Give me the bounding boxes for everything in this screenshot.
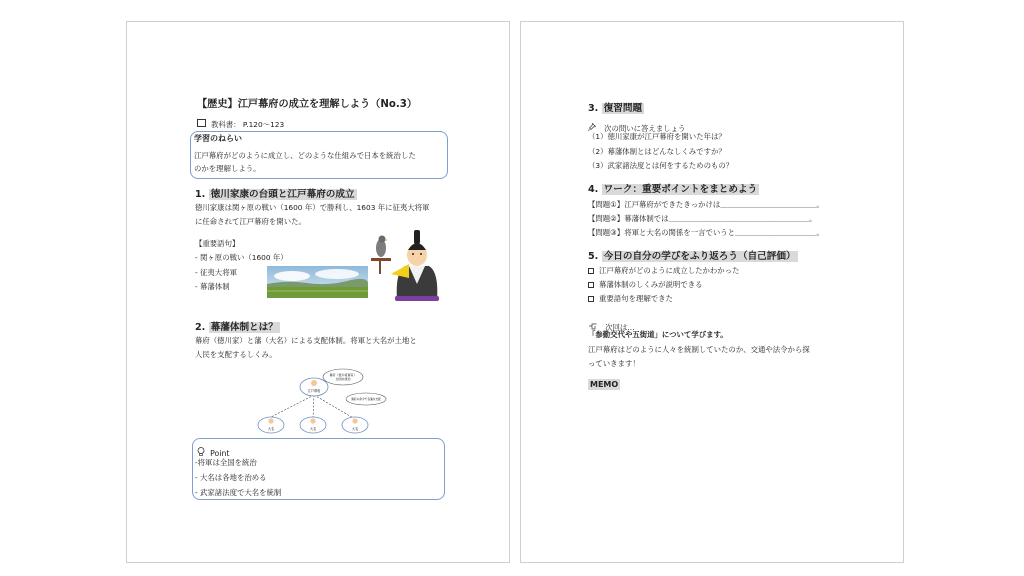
textbook-line — [197, 112, 284, 131]
next-lesson-label: 次回は… — [605, 323, 635, 332]
section-3-number: 3. — [588, 103, 599, 114]
daimyo-label: 大名 — [351, 427, 359, 431]
document-page-1 — [126, 21, 510, 563]
term-item: - 幕藩体制 — [195, 282, 230, 291]
daimyo-figure-icon — [352, 418, 357, 423]
speech-bubble-text-3: 幕府の命令で各藩を支配 — [351, 397, 381, 401]
section-1-line-1: 徳川家康は関ヶ原の戦い（1600 年）で勝利し、1603 年に征夷大将軍 — [195, 203, 430, 212]
next-lesson-line-2: 江戸幕府はどのように人々を統制していたのか、交通や法令から探 — [588, 345, 810, 354]
shogun-node-label: 江戸幕府 — [307, 389, 321, 393]
next-lesson-topic: 「参勤交代や五街道」について学びます。 — [588, 330, 728, 339]
self-check-item[interactable] — [588, 279, 702, 290]
bakuhan-diagram — [251, 367, 391, 435]
section-4-title: ワーク：重要ポイントをまとめよう — [603, 184, 758, 195]
diagram-link — [313, 395, 314, 419]
self-check-label: 幕藩体制のしくみが説明できる — [599, 280, 703, 289]
page-title: 【歴史】江戸幕府の成立を理解しよう（No.3） — [197, 99, 418, 110]
term-item: - 征夷大将軍 — [195, 268, 237, 277]
section-3-title: 復習問題 — [603, 103, 643, 114]
terms-label: 【重要語句】 — [195, 239, 240, 248]
section-5-heading — [588, 248, 798, 262]
point-item: - 大名は各地を治める — [195, 473, 267, 482]
section-5-title: 今日の自分の学びをふり返ろう（自己評価） — [603, 251, 796, 262]
checkbox[interactable] — [588, 268, 594, 274]
section-3-heading — [588, 100, 644, 114]
diagram-link — [271, 395, 314, 417]
review-question: （3）武家諸法度とは何をするためのもの？ — [588, 161, 734, 170]
aim-heading: 学習のねらい — [194, 134, 242, 143]
landscape-illustration — [267, 266, 368, 298]
section-1-heading — [195, 186, 357, 200]
review-question: （2）幕藩体制とはどんなしくみですか？ — [588, 147, 726, 156]
book-icon — [197, 119, 206, 127]
checkbox[interactable] — [588, 282, 594, 288]
point-heading: Point — [210, 449, 230, 458]
speech-bubble-text-1: 幕府（徳川将軍家） — [329, 373, 357, 377]
shogun-figure-icon — [311, 380, 317, 386]
section-2-heading — [195, 319, 280, 333]
daimyo-label: 大名 — [267, 427, 275, 431]
section-1-title: 徳川家康の台頭と江戸幕府の成立 — [210, 189, 355, 200]
daimyo-label: 大名 — [309, 427, 317, 431]
section-1-number: 1. — [195, 189, 206, 200]
section-5-number: 5. — [588, 251, 599, 262]
speech-bubble-text-2: 全国を統治 — [335, 377, 351, 381]
point-item: - 武家諸法度で大名を統制 — [195, 488, 282, 497]
work-item: 【問題②】幕藩体制では＿＿＿＿＿＿＿＿＿＿＿＿＿＿＿＿＿＿＿。 — [588, 214, 817, 223]
section-1-line-2: に任命されて江戸幕府を開いた。 — [195, 217, 306, 226]
aim-line-2: のかを理解しよう。 — [194, 164, 261, 173]
tokugawa-ieyasu-illustration — [369, 222, 441, 302]
daimyo-figure-icon — [310, 418, 315, 423]
section-4-number: 4. — [588, 184, 599, 195]
self-check-label: 重要語句を理解できた — [599, 294, 673, 303]
memo-label: MEMO — [590, 380, 619, 389]
aim-line-1: 江戸幕府がどのように成立し、どのような仕組みで日本を統治した — [194, 151, 416, 160]
work-item: 【問題③】将軍と大名の関係を一言でいうと＿＿＿＿＿＿＿＿＿＿＿。 — [588, 228, 824, 237]
section-2-number: 2. — [195, 322, 206, 333]
self-check-label: 江戸幕府がどのように成立したかわかった — [599, 266, 740, 275]
work-item: 【問題①】江戸幕府ができたきっかけは＿＿＿＿＿＿＿＿＿＿＿＿＿。 — [588, 200, 824, 209]
term-item: - 関ヶ原の戦い（1600 年） — [195, 253, 288, 262]
section-4-heading — [588, 181, 759, 195]
section-3-intro: 次の問いに答えましょう — [604, 124, 686, 133]
section-2-line-1: 幕府（徳川家）と藩（大名）による支配体制。将軍と大名が土地と — [195, 336, 417, 345]
daimyo-figure-icon — [268, 418, 273, 423]
self-check-item[interactable] — [588, 265, 739, 276]
self-check-item[interactable] — [588, 293, 673, 304]
review-question: （1）徳川家康が江戸幕府を開いた年は？ — [588, 132, 726, 141]
next-lesson-line-3: っていきます！ — [588, 359, 640, 368]
section-2-title: 幕藩体制とは？ — [210, 322, 278, 333]
point-item: -将軍は全国を統治 — [195, 458, 257, 467]
section-2-line-2: 人民を支配するしくみ。 — [195, 350, 277, 359]
document-page-2 — [520, 21, 904, 563]
checkbox[interactable] — [588, 296, 594, 302]
pushpin-icon — [588, 123, 596, 131]
lightbulb-icon — [197, 447, 205, 456]
textbook-reference: 教科書： P.120〜123 — [211, 120, 285, 129]
